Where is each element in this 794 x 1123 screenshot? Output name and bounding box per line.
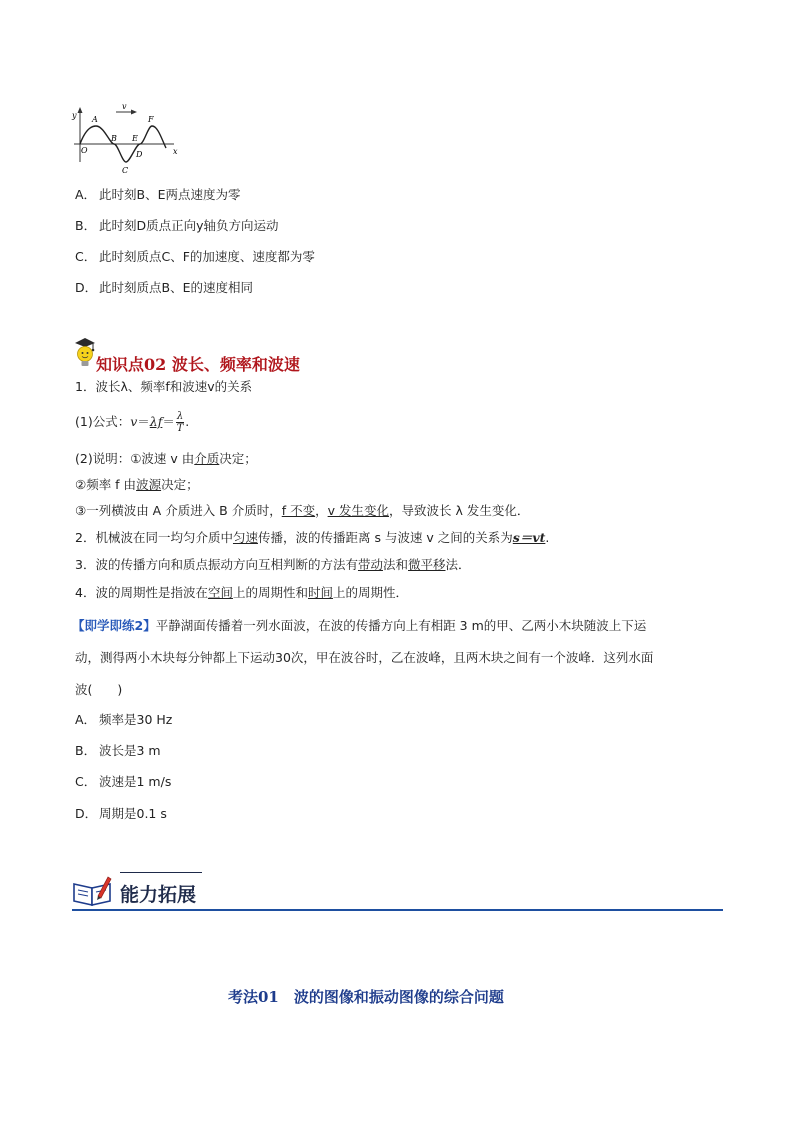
formula-fraction: $\frac{\lambda}{T}$ [176, 411, 184, 434]
kp-item-2: 2．机械波在同一均匀介质中匀速传播，波的传播距离 s 与波速 v 之间的关系为s＝vt. [75, 530, 550, 545]
practice-line-1: 【即学即练2】平静湖面传播着一列水面波，在波的传播方向上有相距 3 m的甲、乙两小木块随波上下运 [72, 618, 647, 633]
practice-line-3: 波( ) [75, 682, 123, 697]
wave-figure [66, 100, 186, 178]
practice-option-a[interactable]: A． 频率是30 Hz [75, 712, 173, 727]
practice-option-c[interactable]: C． 波速是1 m/s [75, 774, 172, 789]
practice-option-b[interactable]: B． 波长是3 m [75, 743, 161, 758]
q1-option-a[interactable]: A． 此时刻B、E两点速度为零 [75, 187, 241, 202]
method-title: 考法01 波的图像和振动图像的综合问题 [228, 988, 504, 1006]
formula-lambda-f: λf [149, 414, 163, 429]
practice-option-d[interactable]: D． 周期是0.1 s [75, 806, 167, 821]
label-point-D: D [136, 150, 143, 159]
kp-item-1: 1．波长λ、频率f和波速v的关系 [75, 379, 253, 394]
knowledge-point-title: 知识点02 波长、频率和波速 [96, 355, 300, 374]
q1-option-c[interactable]: C． 此时刻质点C、F的加速度、速度都为零 [75, 249, 315, 264]
label-point-E: E [132, 134, 138, 143]
kp-formula-line: (1)公式：v＝λf＝ $\frac{\lambda}{T}$ . [75, 411, 190, 434]
kp-item-4: 4．波的周期性是指波在空间上的周期性和时间上的周期性． [75, 585, 409, 600]
section-title: 能力拓展 [120, 884, 197, 906]
kp-freq-line: ②频率 f 由波源决定； [75, 477, 199, 492]
kp-note-line: (2)说明：①波速 v 由介质决定； [75, 451, 257, 466]
label-point-F: F [148, 115, 154, 124]
label-point-A: A [92, 115, 98, 124]
q1-option-d[interactable]: D． 此时刻质点B、E的速度相同 [75, 280, 253, 295]
section-bottom-rule [72, 909, 723, 911]
practice-label: 【即学即练2】 [72, 618, 156, 633]
lightbulb-graduate-icon [72, 336, 98, 368]
label-point-O: O [81, 146, 88, 155]
label-v: v [122, 102, 127, 111]
open-book-icon [70, 874, 114, 908]
section-top-rule [120, 872, 202, 873]
label-x: x [173, 147, 178, 156]
label-point-B: B [111, 134, 117, 143]
q1-option-b[interactable]: B． 此时刻D质点正向y轴负方向运动 [75, 218, 279, 233]
velocity-arrowhead [131, 110, 137, 115]
y-axis-arrow [78, 107, 83, 113]
practice-line-2: 动，测得两小木块每分钟都上下运动30次，甲在波谷时，乙在波峰，且两木块之间有一个波峰．这列水面 [75, 650, 654, 665]
kp-wave3-line: ③一列横波由 A 介质进入 B 介质时，f 不变，v 发生变化，导致波长 λ 发生变化． [75, 503, 530, 518]
label-point-C: C [122, 166, 129, 175]
label-y: y [72, 111, 77, 120]
kp-item-3: 3．波的传播方向和质点振动方向互相判断的方法有带动法和微平移法． [75, 557, 471, 572]
